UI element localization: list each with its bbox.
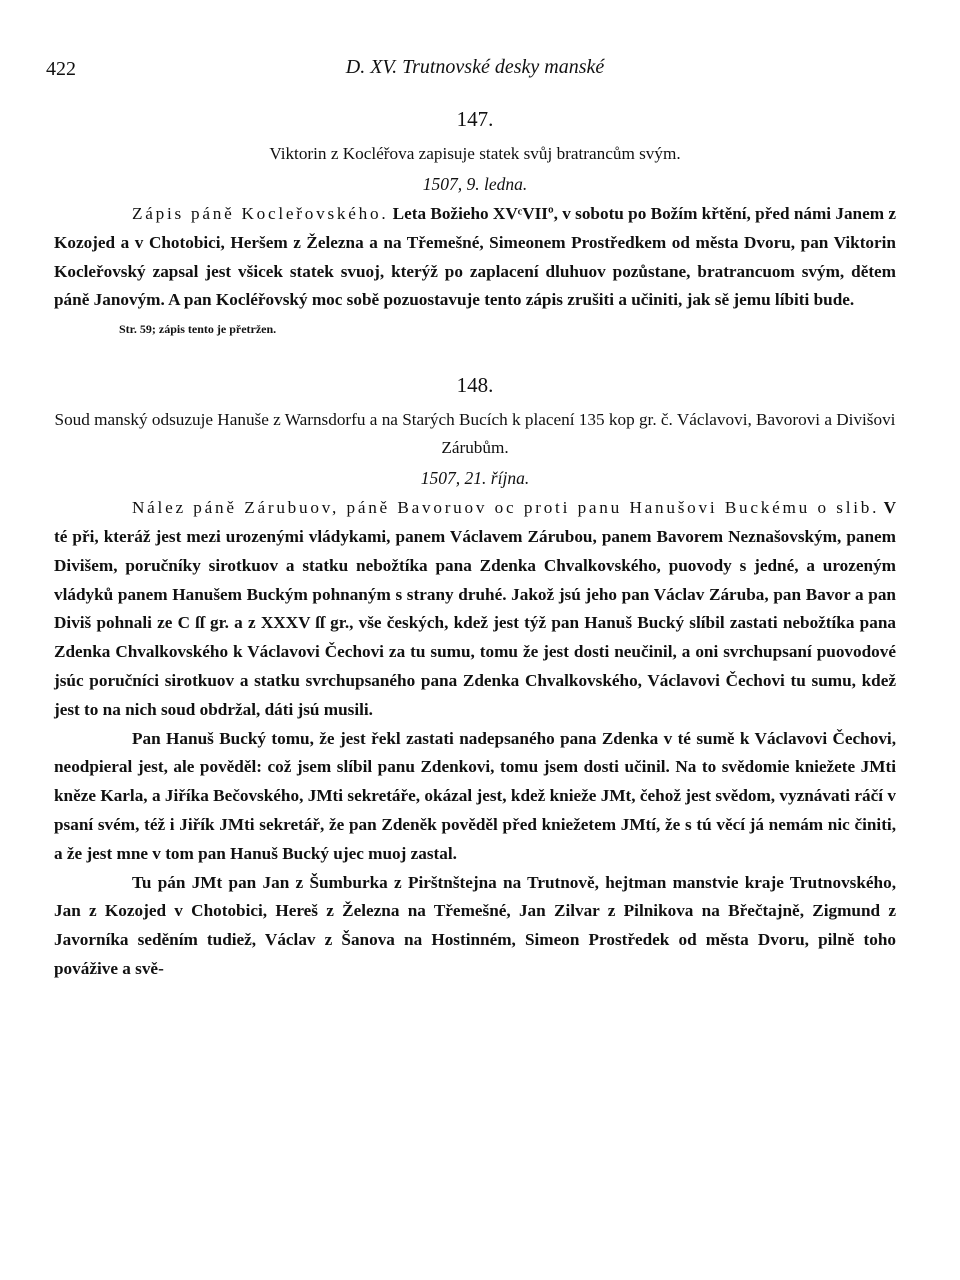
source-note: Str. 59; zápis tento je přetržen. xyxy=(119,322,277,337)
entry-date: 1507, 21. října. xyxy=(420,468,530,489)
page-number: 422 xyxy=(46,58,76,80)
entry-summary: Viktorin z Kocléřova zapisuje statek svůj bratrancům svým. xyxy=(269,144,681,163)
entry-paragraph: Pan Hanuš Bucký tomu, že jest řekl zastati nadepsaného pana Zdenka v té sumě k Václavovi Čechovi, neodpieral jest, ale pověděl: což jsem slíbil panu Zdenkovi, tomu jsem dosti učinil. Na to svědomie kniežete JMti kněze Karla, a Jiříka Bečovského, JMti sekretáře, okázal jest, kdež knieže JMt, čehož jest svědom, vyznávati ráčí v psaní svém, též i Jiřík JMti sekretář, že pan Zdeněk pověděl před kniežetem JMtí, že s tú věcí já nemám nic činiti, a že jest mne v tom pan Hanuš Bucký ujec muoj zastal. xyxy=(54,728,896,863)
entry-number: 147. xyxy=(456,107,494,131)
entry-number: 148. xyxy=(456,373,494,398)
entry-text xyxy=(54,200,896,315)
entry-paragraph: Leta Božieho XVᶜVIIº, v sobotu po Božím křtění, před námi Janem z Kozojed a v Chotobici, Heršem z Železna a na Třemešné, Simeonem Prostředkem od města Dvoru, pan Viktorin Kocleřovský zapsal jest všicek statek svuoj, kterýž po zaplacení dluhuov pozůstane, bratrancuom svým, dětem páně Janovým. A pan Kocléřovský moc sobě pozuostavuje tento zápis zrušiti a učiniti, jak sě jemu líbiti bude. xyxy=(54,204,896,310)
page-header xyxy=(46,56,896,90)
entry-148 xyxy=(54,373,896,984)
running-title: D. XV. Trutnovské desky manské xyxy=(345,56,605,78)
section-spacer xyxy=(54,339,896,356)
entry-paragraph: V té při, kteráž jest mezi urozenými vládykami, panem Václavem Zárubou, panem Bavorem Neznašovským, panem Divišem, poručníky sirotkuov a statku nebožtíka pana Zdenka Chvalkovského, puovody s jedné, a urozeným vládyků panem Hanušem Buckým pohnaným s strany druhé. Jakož jsú jeho pan Václav Záruba, pan Bavor a pan Diviš pohnali ze C ſſ gr. a z XXXV ſſ gr., vše českých, kdež jest týž pan Hanuš Bucký slíbil zastati nebožtíka pana Zdenka Chvalkovského k Václavovi Čechovi za tu sumu, tomu že jest dosti neučinil, a oni svrchupsaní puovodové jsúc poručníci sirotkuov a statku svrchupsaného pana Zdenka Chvalkovského, Václavovi Čechovi tu sumu, kdež jest to na nich soud obdržal, dáti jsú musili. xyxy=(54,498,896,719)
entry-heading: Zápis páně Kocleřovského. xyxy=(132,204,389,223)
entry-147 xyxy=(54,107,896,339)
entry-summary: Soud manský odsuzuje Hanuše z Warnsdorfu a na Starých Bucích k placení 135 kop gr. č. Václavovi, Bavorovi a Divišovi Zárubům. xyxy=(54,410,896,458)
entry-date: 1507, 9. ledna. xyxy=(422,174,528,194)
entry-paragraph: Tu pán JMt pan Jan z Šumburka z Pirštnštejna na Trutnově, hejtman manstvie kraje Trutnovského, Jan z Kozojed v Chotobici, Hereš z Železna na Třemešné, Jan Zilvar z Pilnikova na Břečtajně, Zigmund z Javorníka seděním tudiež, Václav z Šanova na Hostinném, Simeon Prostředek od města Dvoru, pilně toho povážive a svě- xyxy=(54,872,896,978)
book-page xyxy=(46,56,896,984)
entry-text xyxy=(54,494,896,724)
entry-heading: Nález páně Zárubuov, páně Bavoruov oc proti panu Hanušovi Buckému o slib. xyxy=(132,498,880,518)
